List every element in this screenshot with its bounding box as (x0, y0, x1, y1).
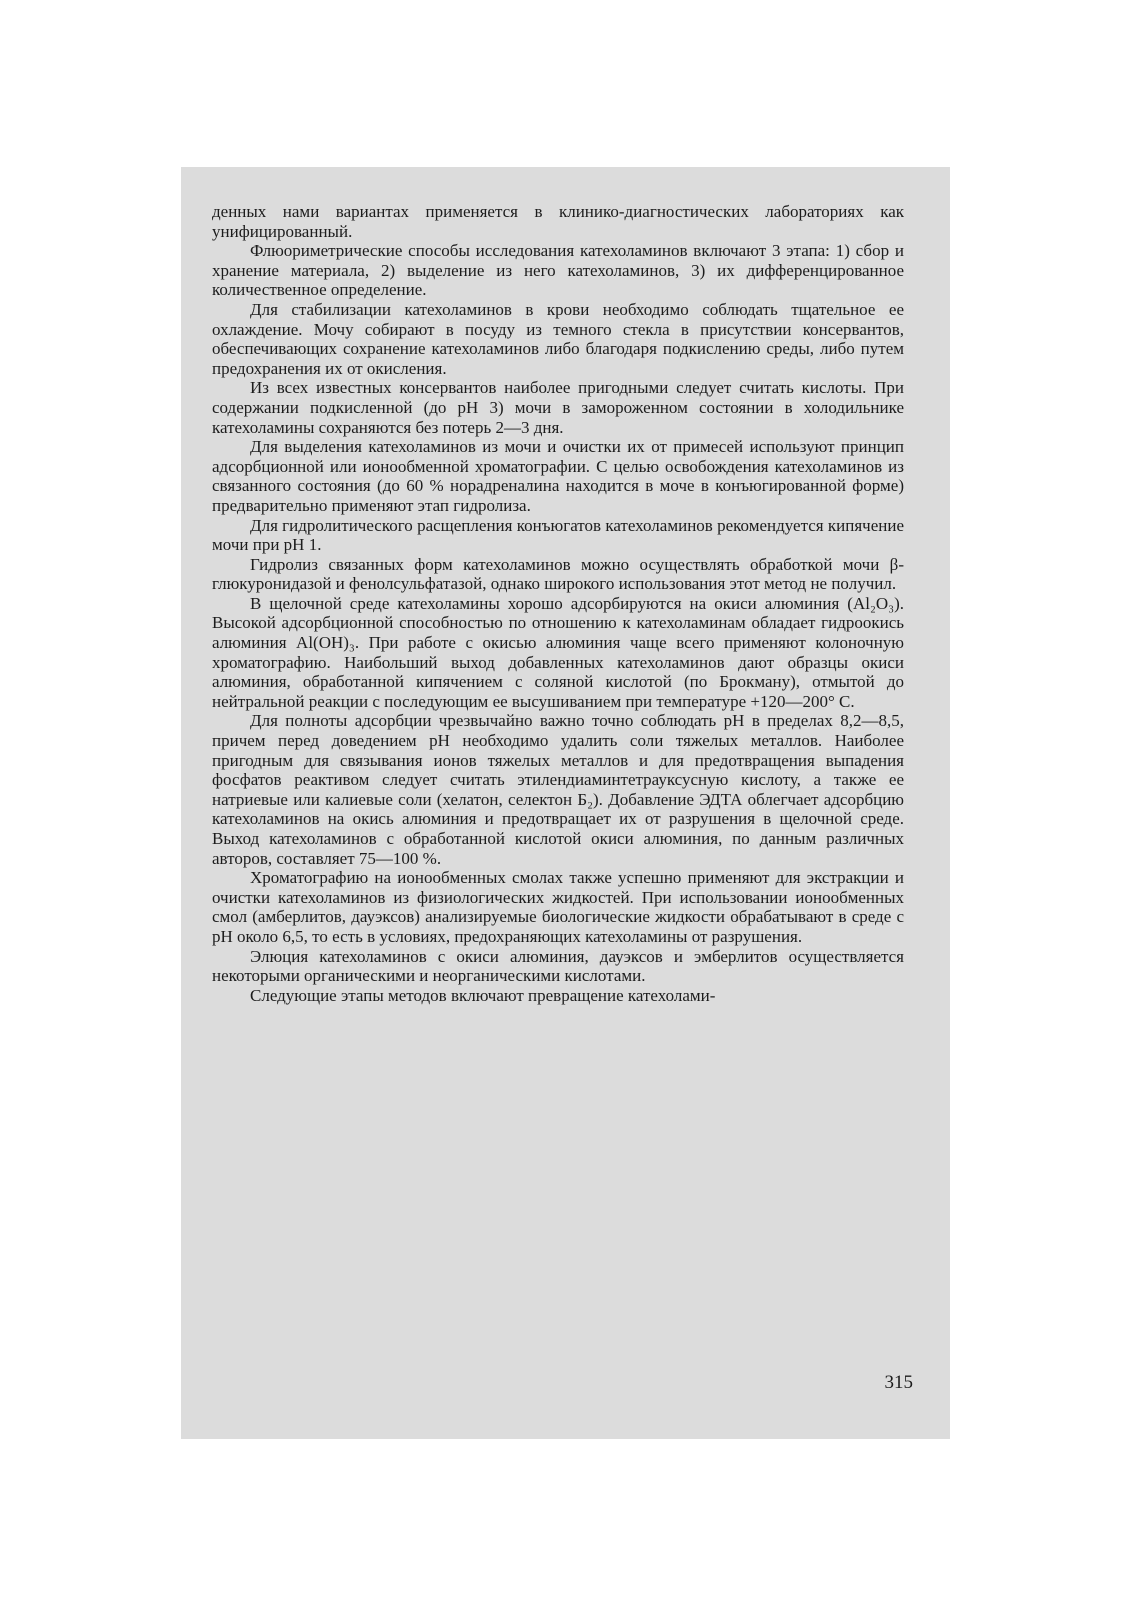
paragraph: Для гидролитического расщепления конъюгатов катехоламинов рекомендуется кипячение мочи при pH 1. (212, 515, 904, 555)
paragraph: Флюориметрические способы исследования катехоламинов включают 3 этапа: 1) сбор и хранение материала, 2) выделение из него катехоламинов, 3) их дифференцированное количественное определение. (212, 241, 904, 300)
paragraph: Для полноты адсорбции чрезвычайно важно точно соблюдать pH в пределах 8,2—8,5, причем перед доведением pH необходимо удалить соли тяжелых металлов. Наиболее пригодным для связывания ионов тяжелых металлов и для предотвращения выпадения фосфатов реактивом следует считать этилендиаминтетрауксусную кислоту, а также ее натриевые или калиевые соли (хелатон, селектон Б₂). Добавление ЭДТА облегчает адсорбцию катехоламинов на окись алюминия и предотвращает их от разрушения в щелочной среде. Выход катехоламинов с обработанной кислотой окиси алюминия, по данным различных авторов, составляет 75—100 %. (212, 711, 904, 868)
paragraph: денных нами вариантах применяется в клинико-диагностических лабораториях как унифицированный. (212, 202, 904, 241)
paragraph: В щелочной среде катехоламины хорошо адсорбируются на окиси алюминия (Al₂O₃). Высокой адсорбционной способностью по отношению к катехоламинам обладает гидроокись алюминия Al(OH)₃. При работе с окисью алюминия чаще всего применяют колоночную хроматографию. Наибольший выход добавленных катехоламинов дают образцы окиси алюминия, обработанной кипячением с соляной кислотой (по Брокману), отмытой до нейтральной реакции с последующим ее высушиванием при температуре +120—200° С. (212, 593, 904, 711)
page-number: 315 (884, 1372, 913, 1393)
paragraph: Для выделения катехоламинов из мочи и очистки их от примесей используют принцип адсорбционной или ионообменной хроматографии. С целью освобождения катехоламинов из связанного состояния (до 60 % норадреналина находится в моче в конъюгированной форме) предварительно применяют этап гидролиза. (212, 437, 904, 515)
paragraph: Для стабилизации катехоламинов в крови необходимо соблюдать тщательное ее охлаждение. Мочу собирают в посуду из темного стекла в присутствии консервантов, обеспечивающих сохранение катехоламинов либо благодаря подкислению среды, либо путем предохранения их от окисления. (212, 299, 904, 378)
scanned-page (181, 167, 950, 1439)
paragraph: Элюция катехоламинов с окиси алюминия, дауэксов и эмберлитов осуществляется некоторыми органическими и неорганическими кислотами. (212, 946, 904, 986)
paragraph: Следующие этапы методов включают превращение катехолами- (250, 985, 716, 1005)
paragraph: Хроматографию на ионообменных смолах также успешно применяют для экстракции и очистки катехоламинов из физиологических жидкостей. При использовании ионообменных смол (амберлитов, дауэксов) анализируемые биологические жидкости обрабатывают в среде с pH около 6,5, то есть в условиях, предохраняющих катехоламины от разрушения. (212, 868, 904, 946)
paragraph: Гидролиз связанных форм катехоламинов можно осуществлять обработкой мочи β-глюкуронидазой и фенолсульфатазой, однако широкого использования этот метод не получил. (212, 554, 904, 594)
body-text (212, 202, 904, 1005)
paragraph: Из всех известных консервантов наиболее пригодными следует считать кислоты. При содержании подкисленной (до pH 3) мочи в замороженном состоянии в холодильнике катехоламины сохраняются без потерь 2—3 дня. (212, 378, 904, 437)
